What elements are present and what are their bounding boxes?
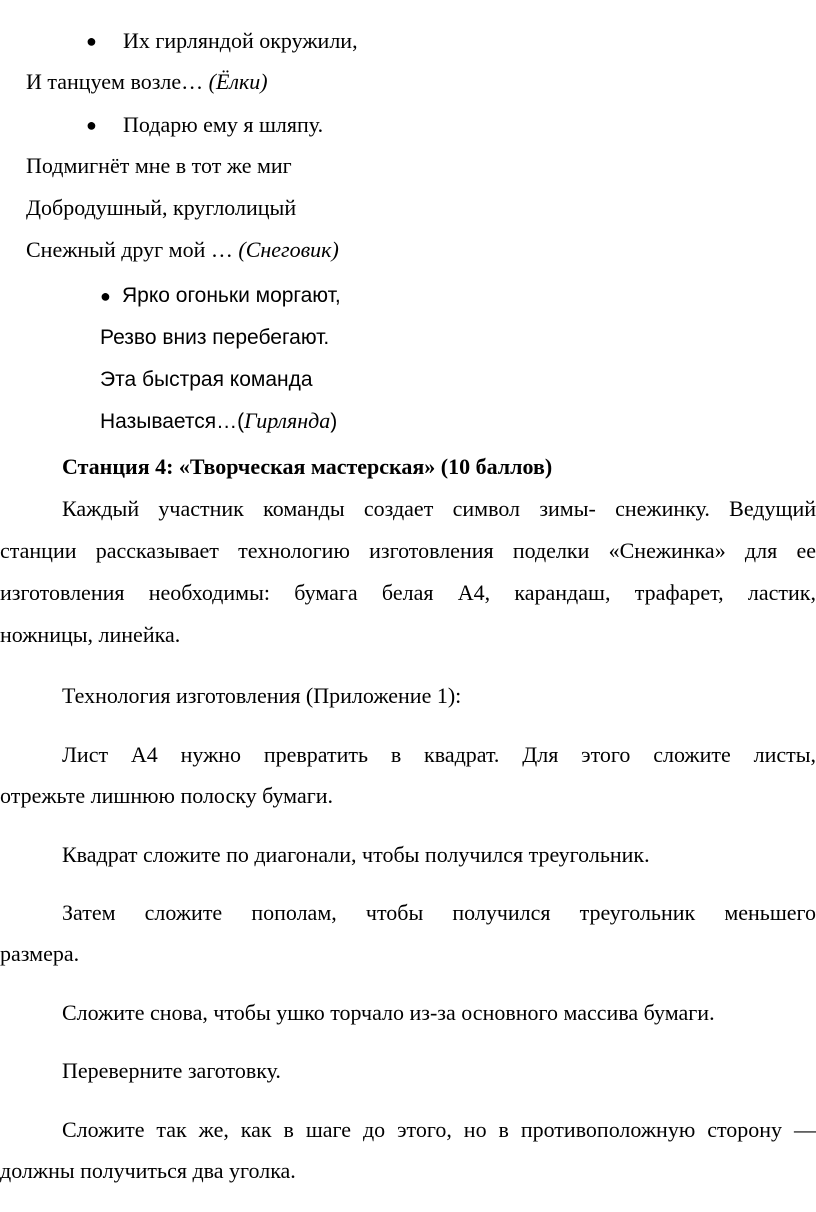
riddle2-line2: Подмигнёт мне в тот же миг: [26, 153, 292, 178]
intro-line-4: ножницы, линейка.: [0, 622, 181, 647]
step3-line1: Затем сложите пополам, чтобы получился треугольник меньшего: [62, 900, 816, 925]
station-heading: Станция 4: «Творческая мастерская» (10 баллов): [62, 454, 553, 479]
bullet-icon: ●: [100, 286, 111, 306]
riddle3-close: ): [330, 410, 338, 433]
step5: Переверните заготовку.: [62, 1058, 281, 1083]
step6-line1: Сложите так же, как в шаге до этого, но в противоположную сторону —: [62, 1117, 816, 1142]
riddle1-line2: [26, 69, 268, 95]
riddle1-answer: (Ёлки): [208, 69, 268, 94]
riddle3-answer: Гирлянда: [244, 408, 331, 433]
riddle3-line3: Эта быстрая команда: [100, 368, 313, 391]
riddle3-bullet-line: Ярко огоньки моргают,: [122, 284, 341, 307]
riddle1-bullet-line: Их гирляндой окружили,: [123, 28, 358, 53]
step6-line2: должны получиться два уголка.: [0, 1158, 296, 1183]
step2: Квадрат сложите по диагонали, чтобы получился треугольник.: [62, 842, 650, 867]
riddle2-answer: (Снеговик): [238, 237, 339, 262]
riddle3-line4: [100, 408, 337, 435]
tech-heading: Технология изготовления (Приложение 1):: [62, 683, 462, 708]
riddle3-line4-text: Называется…(: [100, 410, 245, 433]
riddle2-line3: Добродушный, круглолицый: [26, 195, 297, 220]
intro-line-2: станции рассказывает технологию изготовления поделки «Снежинка» для ее: [0, 538, 816, 563]
riddle2-line4-text: Снежный друг мой …: [26, 237, 239, 262]
riddle3-line2: Резво вниз перебегают.: [100, 326, 330, 349]
riddle1-line2-text: И танцуем возле…: [26, 69, 209, 94]
bullet-icon: ●: [86, 115, 97, 135]
step4: Сложите снова, чтобы ушко торчало из-за основного массива бумаги.: [62, 1000, 715, 1025]
step3-line2: размера.: [0, 941, 80, 966]
riddle2-line4: [26, 237, 339, 263]
step1-line2: отрежьте лишнюю полоску бумаги.: [0, 783, 334, 808]
intro-line-1: Каждый участник команды создает символ зимы- снежинку. Ведущий: [62, 496, 816, 521]
step1-line1: Лист А4 нужно превратить в квадрат. Для этого сложите листы,: [62, 742, 816, 767]
riddle2-bullet-line: Подарю ему я шляпу.: [123, 112, 324, 137]
bullet-icon: ●: [86, 31, 97, 51]
intro-line-3: изготовления необходимы: бумага белая А4, карандаш, трафарет, ластик,: [0, 580, 816, 605]
